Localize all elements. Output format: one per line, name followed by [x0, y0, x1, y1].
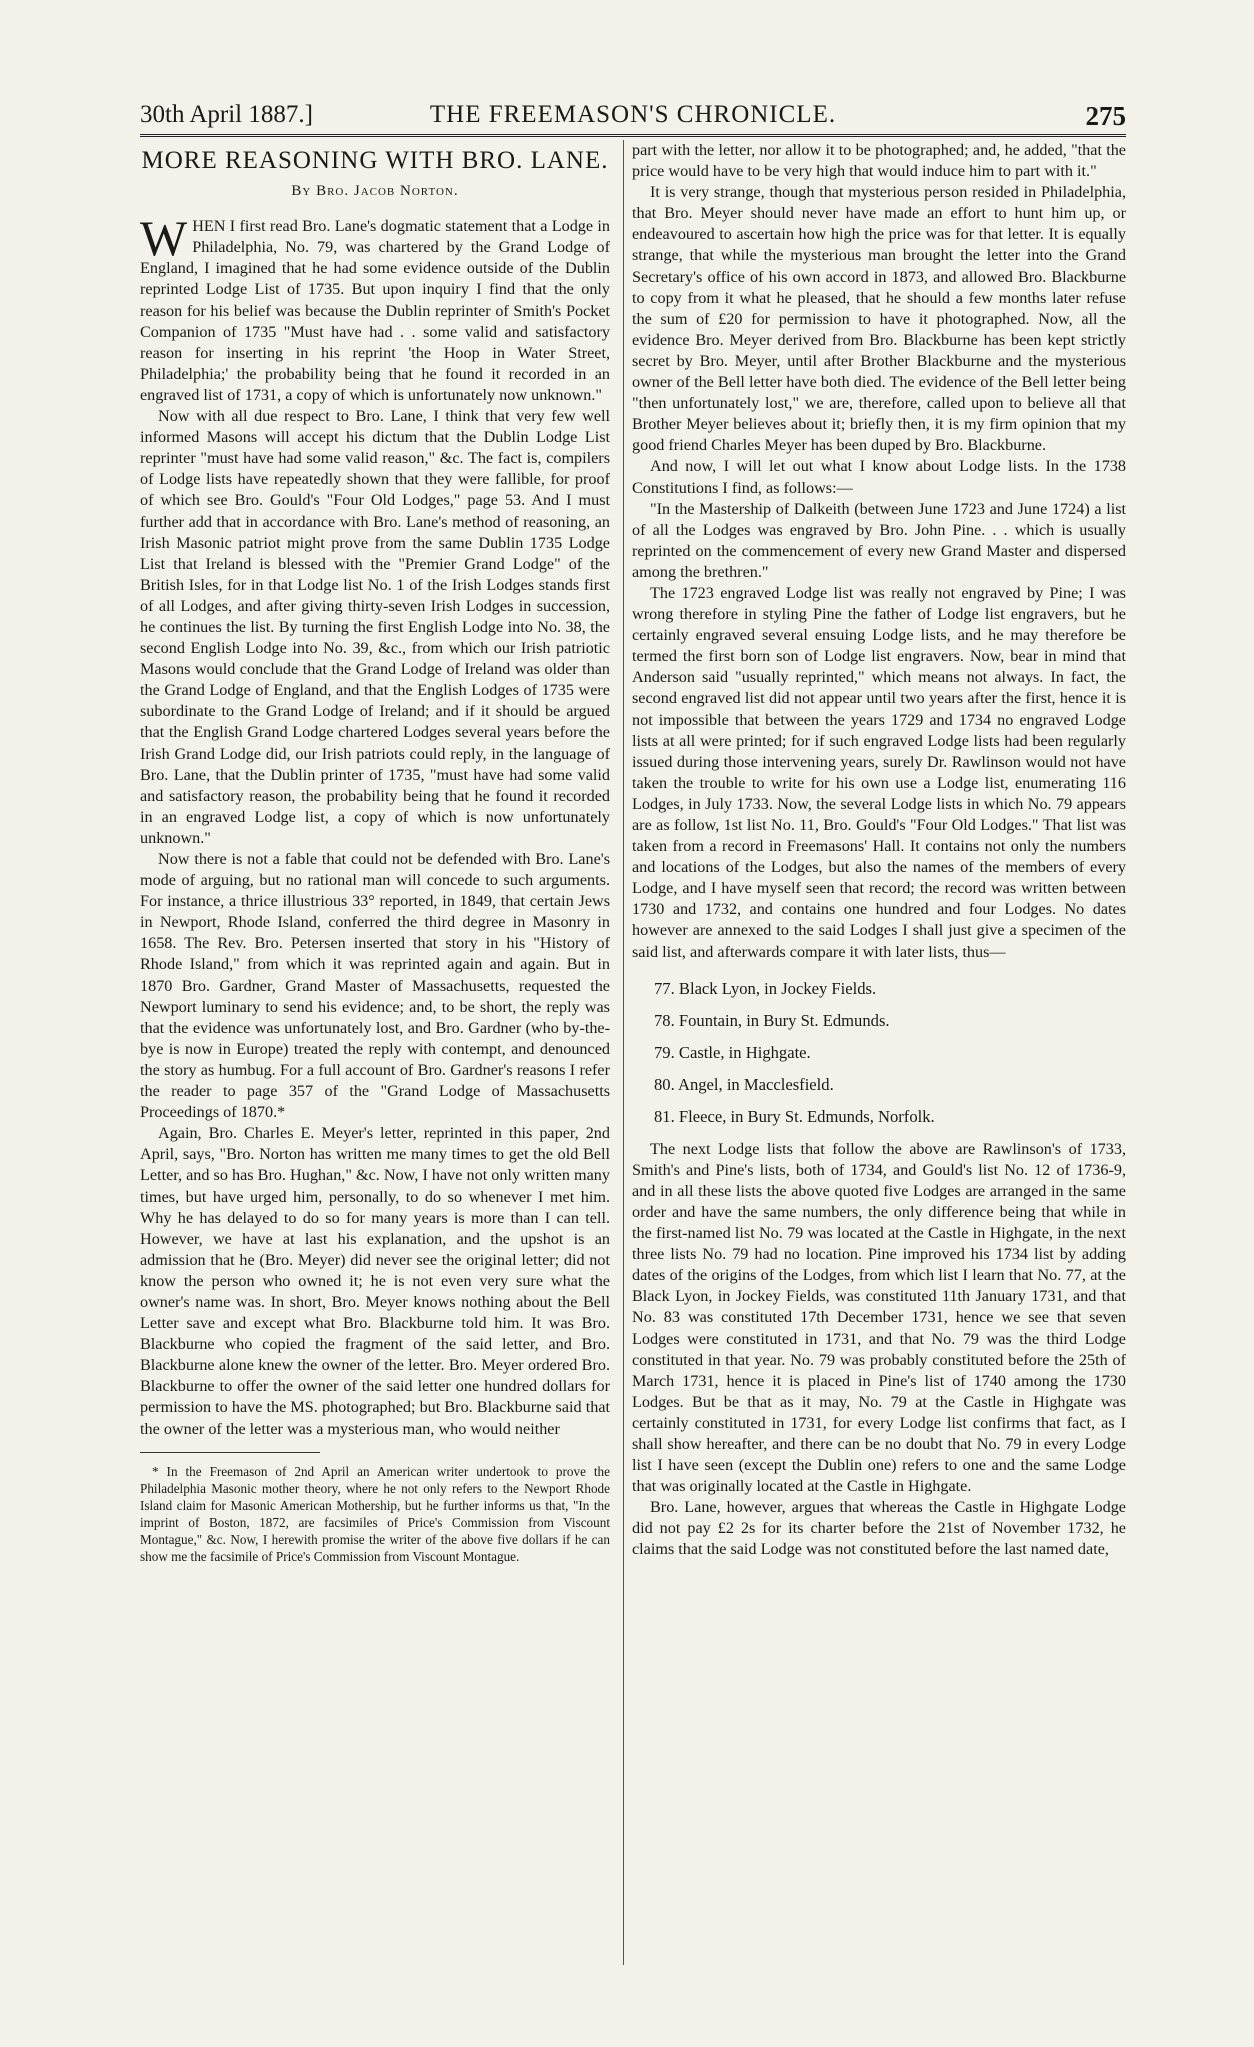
paragraph: Now there is not a fable that could not be defended with Bro. Lane's mode of arguing, but no rational man will concede to such arguments. For instance, a thrice illustrious 33° reported, in 1849, that certain Jews in Newport, Rhode Island, conferred the third degree in Masonry in 1658. The Rev. Bro. Petersen inserted that story in his "History of Rhode Island," from which it was reprinted again and again. But in 1870 Bro. Gardner, Grand Master of Massachusetts, requested the Newport luminary to send his evidence; and, to be short, the reply was that the evidence was unfortunately lost, and Bro. Gardner (who by-the-bye is now in Europe) treated the reply with contempt, and denounced the story as humbug. For a full account of Bro. Gardner's reasons I refer the reader to page 357 of the "Grand Lodge of Massachusetts Proceedings of 1870.*	[140, 850, 610, 1122]
paragraph: "In the Mastership of Dalkeith (between June 1723 and June 1724) a list of all the Lodges was engraved by Bro. John Pine. . . which is usually reprinted on the commencement of every new Grand Master and dispersed among the brethren."	[632, 499, 1126, 581]
paragraph: part with the letter, nor allow it to be photographed; and, he added, "that the price would have to be very high that would induce him to part with it."	[632, 141, 1126, 181]
drop-cap: W	[140, 210, 188, 267]
right-column	[632, 140, 1126, 1561]
paragraph: The 1723 engraved Lodge list was really not engraved by Pine; I was wrong therefore in styling Pine the father of Lodge list engravers, but he certainly engraved several ensuing Lodge lists, and he may therefore be termed the first born son of Lodge list engravers. Now, bear in mind that Anderson said "usually reprinted," which means not always. In fact, the second engraved list did not appear until two years after the first, hence it is not impossible that between the years 1729 and 1734 no engraved Lodge lists at all were printed; for if such engraved Lodge lists had been regularly issued during those intervening years, surely Dr. Rawlinson would not have taken the trouble to write for his own use a Lodge list, enumerating 116 Lodges, in July 1733. Now, the several Lodge lists in which No. 79 appears are as follow, 1st list No. 11, Bro. Gould's "Four Old Lodges." That list was taken from a record in Freemasons' Hall. It contains not only the numbers and locations of the Lodges, but also the names of the members of every Lodge, and I have myself seen that record; the record was written between 1730 and 1732, and contains one hundred and four Lodges. No dates however are annexed to the said Lodges I shall just give a specimen of the said list, and afterwards compare it with later lists, thus—	[632, 583, 1126, 961]
paragraph: The next Lodge lists that follow the above are Rawlinson's of 1733, Smith's and Pine's lists, both of 1734, and Gould's list No. 12 of 1736-9, and in all these lists the above quoted five Lodges are arranged in the same order and have the same numbers, the only difference being that while in the first-named list No. 79 was located at the Castle in Highgate, in the next three lists No. 79 had no location. Pine improved his 1734 list by adding dates of the origins of the Lodges, from which list I learn that No. 77, at the Black Lyon, in Jockey Fields, was constituted 11th January 1731, and that No. 83 was constituted 17th December 1731, hence we see that seven Lodges were constituted in 1731, and that No. 79 was the third Lodge constituted in that year. No. 79 was probably constituted before the 25th of March 1731, hence it is placed in Pine's list of 1740 among the 1730 Lodges. But be that as it may, No. 79 at the Castle in Highgate was certainly constituted in 1731, for every Lodge list confirms that fact, as I shall show hereafter, and there can be no doubt that No. 79 in every Lodge list I have seen (except the Dublin one) refers to one and the same Lodge that was originally located at the Castle in Highgate.	[632, 1139, 1126, 1496]
paragraph: Now with all due respect to Bro. Lane, I think that very few well informed Masons will accept his dictum that the Dublin Lodge List reprinter "must have had some valid reason," &c. The fact is, compilers of Lodge lists have repeatedly shown that they were fallible, for proof of which see Bro. Gould's "Four Old Lodges," page 53. And I must further add that in accordance with Bro. Lane's method of reasoning, an Irish Masonic patriot might prove from the same Dublin 1735 Lodge List that Ireland is blessed with the "Premier Grand Lodge" of the British Isles, for in that Lodge list No. 1 of the Irish Lodges stands first of all Lodges, and after giving thirty-seven Irish Lodges in succession, he continues the list. By turning the first English Lodge into No. 38, the second English Lodge into No. 39, &c., from which our Irish patriotic Masons would conclude that the Grand Lodge of Ireland was older than the Grand Lodge of England, and that the English Lodges of 1735 were subordinate to the Grand Lodge of Ireland; and if it should be argued that the English Grand Lodge chartered Lodges several years before the Irish Grand Lodge did, our Irish patriots could reply, in the language of Bro. Lane, that the Dublin printer of 1735, "must have had some valid and satisfactory reason, the probability being that he found it recorded in an engraved Lodge list, a copy of which is now unfortunately unknown."	[140, 407, 610, 847]
column-divider	[623, 140, 624, 1965]
page-header	[140, 101, 1126, 131]
list-item: 77. Black Lyon, in Jockey Fields.	[654, 978, 877, 998]
article-title: MORE REASONING WITH BRO. LANE.	[141, 147, 609, 174]
footnote-rule	[140, 1452, 320, 1453]
article-byline: By Bro. Jacob Norton.	[291, 183, 459, 200]
left-column	[140, 140, 610, 1565]
paragraph: WHEN I first read Bro. Lane's dogmatic statement that a Lodge in Philadelphia, No. 79, was chartered by the Grand Lodge of England, I imagined that he had some evidence outside of the Dublin reprinted Lodge List of 1735. But upon inquiry I find that the only reason for his belief was because the Dublin reprinter of Smith's Pocket Companion of 1735 "Must have had . . some valid and satisfactory reason for inserting in his reprint 'the Hoop in Water Street, Philadelphia;' the probability being that he found it recorded in an engraved list of 1731, a copy of which is unfortunately now unknown."	[140, 210, 610, 404]
lodge-list	[632, 973, 1126, 1133]
list-item: 80. Angel, in Macclesfield.	[654, 1074, 834, 1094]
list-item: 81. Fleece, in Bury St. Edmunds, Norfolk.	[654, 1106, 935, 1126]
footnote-text: * In the Freemason of 2nd April an American writer undertook to prove the Philadelphia Masonic mother theory, where he not only refers to the Newport Rhode Island claim for Masonic American Mothership, but he further informs us that, "In the imprint of Boston, 1872, are facsimiles of Price's Commission from Viscount Montague," &c. Now, I herewith promise the writer of the above five dollars if he can show me the facsimile of Price's Commission from Viscount Montague.	[140, 1463, 610, 1564]
page-number: 275	[1085, 101, 1126, 131]
paragraph: It is very strange, though that mysterious person resided in Philadelphia, that Bro. Meyer should never have made an effort to hunt him up, or endeavoured to ascertain how high the price was for that letter. It is equally strange, that while the mysterious man brought the letter into the Grand Secretary's office of his own accord in 1873, and allowed Bro. Blackburne to copy from it what he pleased, that he should a few months later refuse the sum of £20 for permission to have it photographed. Now, all the evidence Bro. Meyer derived from Bro. Blackburne has been kept strictly secret by Bro. Meyer, until after Brother Blackburne and the mysterious owner of the Bell letter have both died. The evidence of the Bell letter being "then unfortunately lost," we are, therefore, called upon to believe all that Brother Meyer believes about it; briefly then, it is my firm opinion that my good friend Charles Meyer has been duped by Bro. Blackburne.	[632, 183, 1126, 455]
footnote	[140, 1463, 610, 1565]
header-rule	[140, 134, 1126, 137]
publication-title: THE FREEMASON'S CHRONICLE.	[429, 101, 837, 128]
paragraph: Again, Bro. Charles E. Meyer's letter, reprinted in this paper, 2nd April, says, "Bro. Norton has written me many times to get the old Bell Letter, and so has Bro. Hughan," &c. Now, I have not only written many times, but have urged him, personally, to do so whenever I met him. Why he has delayed to do so for many years is more than I can tell. However, we have at last his explanation, and the upshot is an admission that he (Bro. Meyer) did never see the original letter; did not know the person who owned it; he is not even very sure what the owner's name was. In short, Bro. Meyer knows nothing about the Bell Letter save and except what Bro. Blackburne told him. It was Bro. Blackburne who copied the fragment of the said letter, and Bro. Blackburne alone knew the owner of the letter. Bro. Meyer ordered Bro. Blackburne to offer the owner of the said letter one hundred dollars for permission to have the MS. photographed; but Bro. Blackburne said that the owner of the letter was a mysterious man, who would neither	[140, 1124, 610, 1438]
issue-date: 30th April 1887.]	[140, 101, 313, 128]
paragraph: Bro. Lane, however, argues that whereas the Castle in Highgate Lodge did not pay £2 2s for its charter before the 21st of November 1732, he claims that the said Lodge was not constituted before the last named date,	[632, 1498, 1126, 1559]
list-item: 78. Fountain, in Bury St. Edmunds.	[654, 1010, 890, 1030]
paragraph: And now, I will let out what I know about Lodge lists. In the 1738 Constitutions I find, as follows:—	[632, 457, 1126, 497]
list-item: 79. Castle, in Highgate.	[654, 1042, 811, 1062]
